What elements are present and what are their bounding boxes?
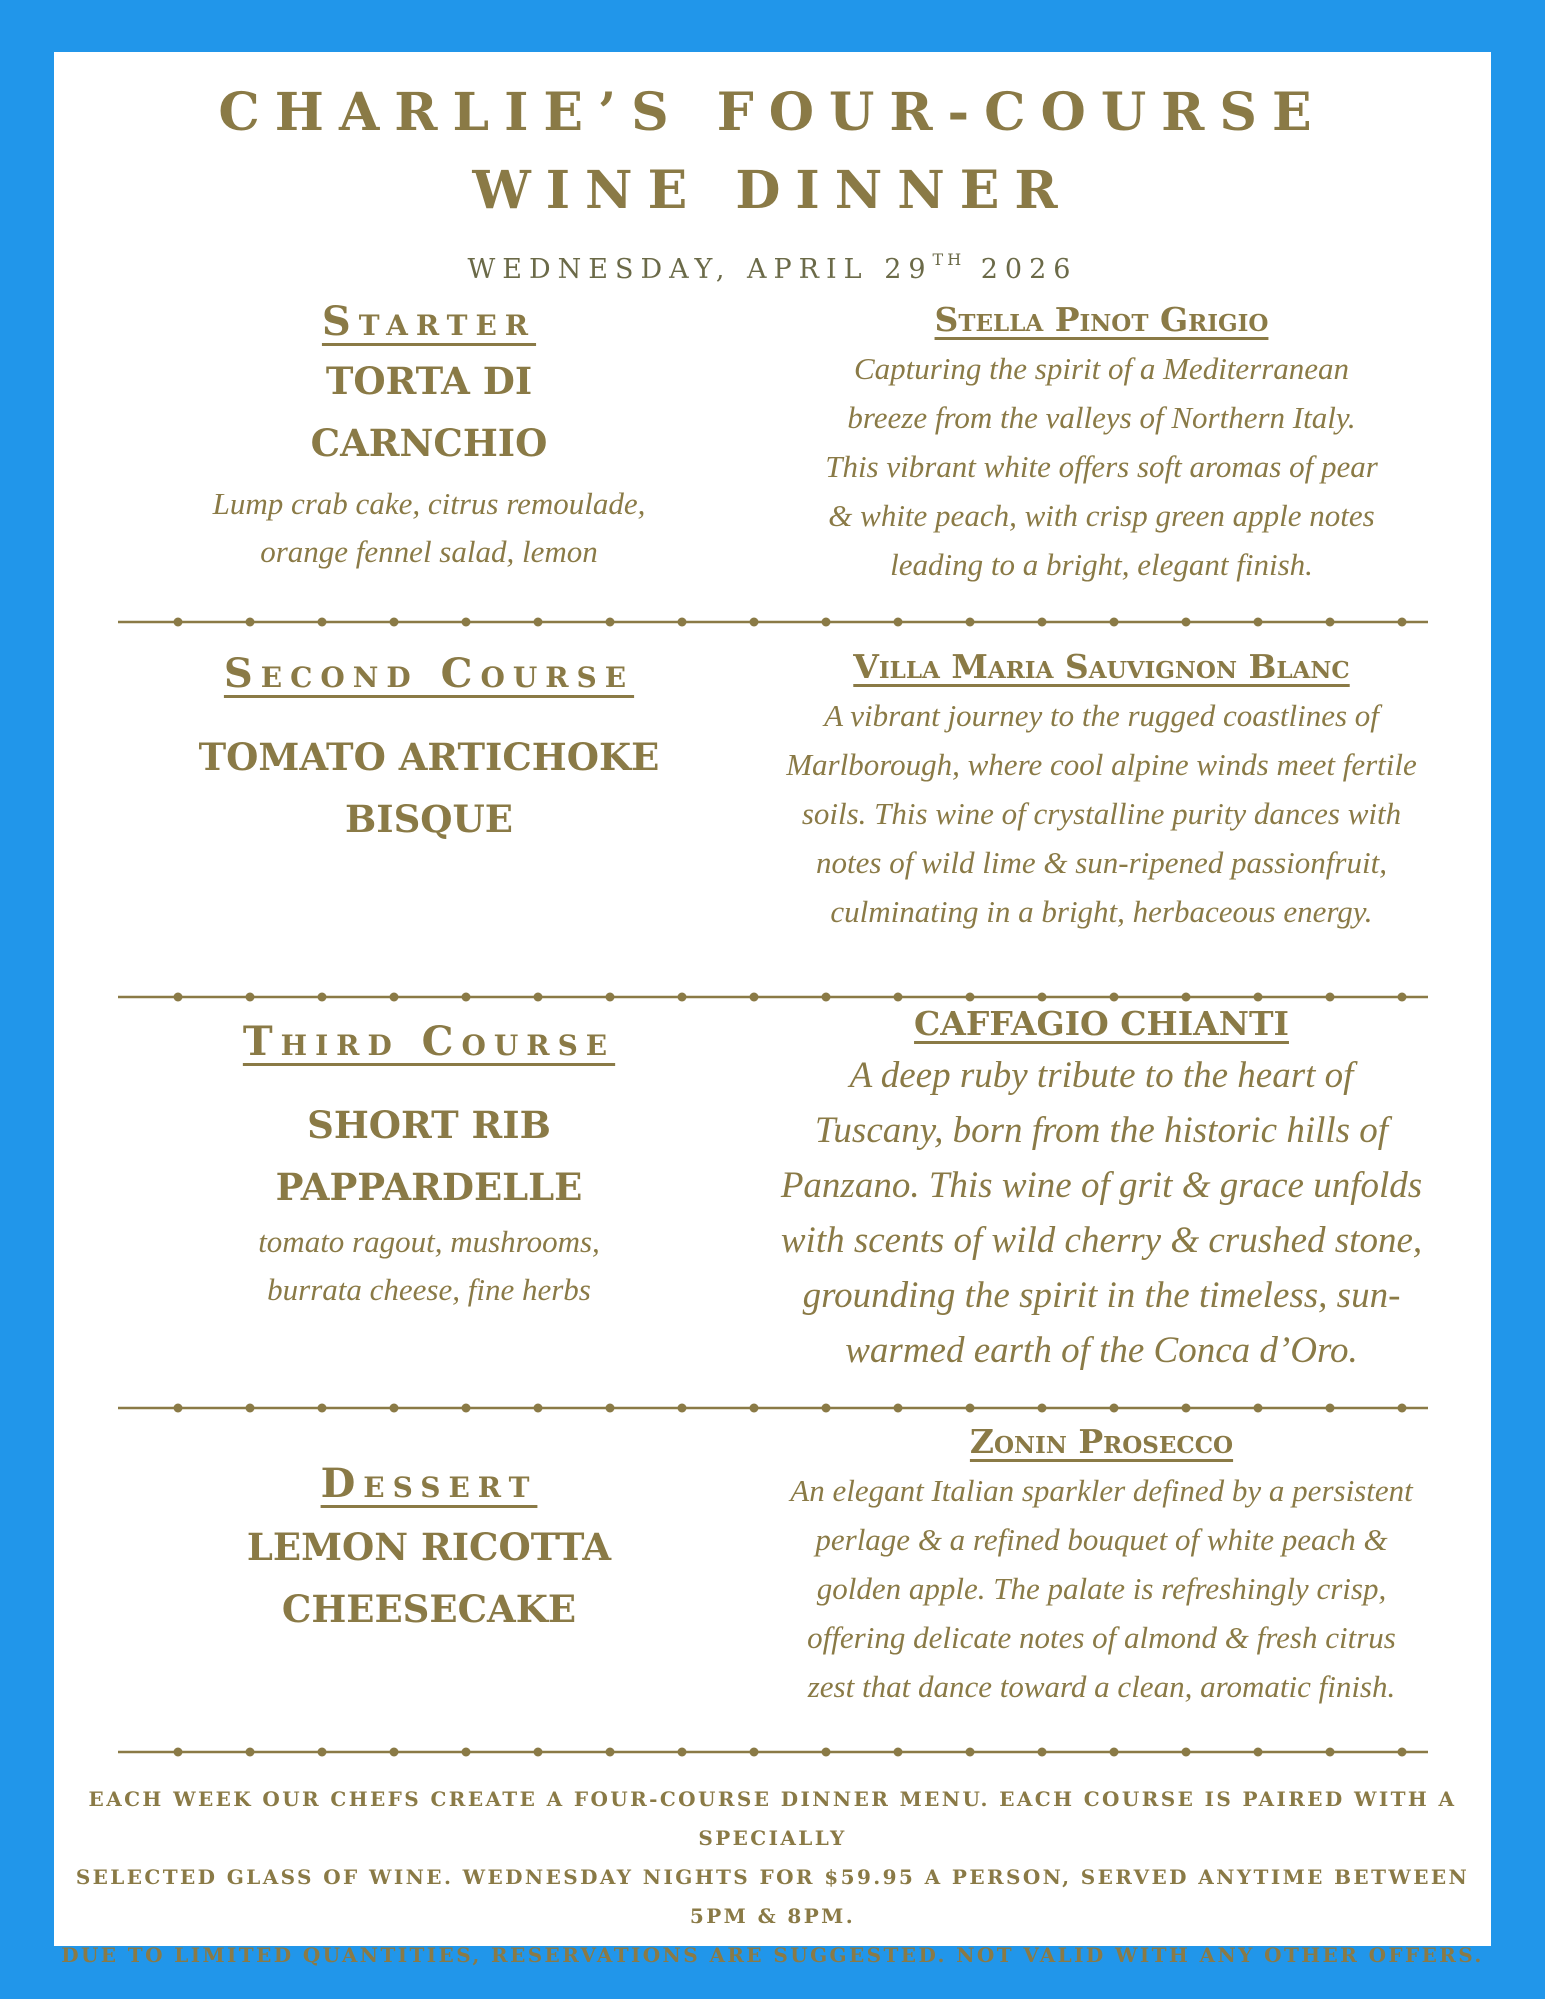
footer-line1: EACH WEEK OUR CHEFS CREATE A FOUR-COURSE DINNER MENU. EACH COURSE IS PAIRED WITH A SPECIALLY <box>88 1787 1457 1850</box>
wine-description-line: This vibrant white offers soft aromas of pear <box>825 448 1378 484</box>
divider-dot <box>318 1404 327 1413</box>
divider-dot <box>1110 618 1119 627</box>
wine-description-line: A vibrant journey to the rugged coastlines of <box>824 697 1379 733</box>
divider-dot <box>750 1748 759 1757</box>
wine-pairing-3 <box>734 1004 1469 1378</box>
divider-dot <box>246 618 255 627</box>
course-starter <box>114 300 744 576</box>
divider-dot <box>1110 1404 1119 1413</box>
course-label-third: Third Course <box>242 1018 616 1065</box>
wine-name: Stella Pinot Grigio <box>934 300 1269 339</box>
wine-name: Zonin Prosecco <box>969 1422 1234 1461</box>
divider-dot <box>1254 1404 1263 1413</box>
divider-dot <box>174 1404 183 1413</box>
divider-dot <box>1398 993 1407 1002</box>
divider-dot <box>462 993 471 1002</box>
wine-description-line: perlage & a refined bouquet of white peach & <box>815 1521 1388 1557</box>
divider-dot <box>750 1404 759 1413</box>
footer-line2: SELECTED GLASS OF WINE. WEDNESDAY NIGHTS FOR $59.95 A PERSON, SERVED ANYTIME BETWEEN 5PM & 8PM. <box>75 1865 1470 1928</box>
wine-description-line: Tuscany, born from the historic hills of <box>814 1109 1389 1151</box>
date-suffix: TH <box>932 250 966 269</box>
dotted-divider <box>118 612 1428 632</box>
divider-dot <box>174 1748 183 1757</box>
dish-name-line1: TOMATO ARTICHOKE <box>198 735 660 779</box>
divider-dot <box>534 1404 543 1413</box>
divider-dot <box>1038 993 1047 1002</box>
divider-dot <box>318 1748 327 1757</box>
dish-description-line1: Lump crab cake, citrus remoulade, <box>212 486 646 521</box>
footer-line3: DUE TO LIMITED QUANTITIES, RESERVATIONS ARE SUGGESTED. NOT VALID WITH ANY OTHER OFFERS. <box>61 1943 1484 1967</box>
divider-dot <box>678 993 687 1002</box>
divider-dot <box>318 993 327 1002</box>
divider-dot <box>1398 1404 1407 1413</box>
divider-dot <box>822 993 831 1002</box>
divider-dot <box>1326 1748 1335 1757</box>
course-third <box>114 1020 744 1314</box>
divider-dot <box>174 993 183 1002</box>
dish-description-line1: tomato ragout, mushrooms, <box>258 1224 600 1259</box>
divider-dot <box>246 993 255 1002</box>
menu-title-line2: WINE DINNER <box>472 160 1073 221</box>
divider-dot <box>1326 1404 1335 1413</box>
wine-pairing-4 <box>734 1422 1469 1711</box>
divider-dot <box>246 1748 255 1757</box>
dish-name-line1: TORTA DI <box>325 359 533 403</box>
wine-name: Villa Maria Sauvignon Blanc <box>853 647 1350 686</box>
divider-dot <box>1182 1404 1191 1413</box>
divider-dot <box>1110 993 1119 1002</box>
divider-dot <box>1254 993 1263 1002</box>
divider-dot <box>1110 1748 1119 1757</box>
divider-dot <box>1038 618 1047 627</box>
wine-description-line: culminating in a bright, herbaceous energy. <box>830 893 1373 929</box>
event-date <box>54 250 1491 285</box>
divider-dot <box>966 1404 975 1413</box>
divider-dot <box>1038 1748 1047 1757</box>
divider-dot <box>1182 618 1191 627</box>
wine-description-line: offering delicate notes of almond & fresh citrus <box>807 1619 1396 1655</box>
divider-dot <box>462 618 471 627</box>
divider-dot <box>390 1748 399 1757</box>
divider-dot <box>750 618 759 627</box>
divider-dot <box>174 618 183 627</box>
dotted-divider <box>118 1398 1428 1418</box>
menu-title-line1: CHARLIE’S FOUR-COURSE <box>218 82 1327 143</box>
divider-dot <box>1326 618 1335 627</box>
wine-description-line: An elegant Italian sparkler defined by a persistent <box>790 1472 1413 1508</box>
divider-dot <box>678 1404 687 1413</box>
dish-name-line2: CARNCHIO <box>310 421 548 465</box>
wine-description-line: A deep ruby tribute to the heart of <box>849 1054 1354 1096</box>
divider-dot <box>1254 1748 1263 1757</box>
divider-dot <box>1326 993 1335 1002</box>
course-label-second: Second Course <box>223 650 635 697</box>
wine-description-line: notes of wild lime & sun-ripened passionfruit, <box>816 844 1387 880</box>
divider-dot <box>1398 618 1407 627</box>
dish-name-line2: CHEESECAKE <box>281 1587 577 1631</box>
divider-dot <box>894 993 903 1002</box>
wine-description-line: Marlborough, where cool alpine winds meet fertile <box>786 746 1417 782</box>
dotted-divider <box>118 1742 1428 1762</box>
dish-name-line1: SHORT RIB <box>307 1103 551 1147</box>
wine-description-line: with scents of wild cherry & crushed stone, <box>780 1219 1423 1261</box>
divider-dot <box>966 1748 975 1757</box>
wine-pairing-2 <box>734 647 1469 936</box>
divider-dot <box>246 1404 255 1413</box>
wine-description-line: Panzano. This wine of grit & grace unfolds <box>780 1164 1423 1206</box>
wine-pairing-1 <box>734 300 1469 589</box>
date-main: WEDNESDAY, APRIL 29 <box>467 254 933 285</box>
divider-dot <box>390 993 399 1002</box>
divider-dot <box>462 1748 471 1757</box>
menu-page <box>54 52 1491 1967</box>
course-dessert <box>114 1462 744 1640</box>
divider-dot <box>1182 993 1191 1002</box>
divider-dot <box>534 993 543 1002</box>
divider-dot <box>678 618 687 627</box>
footer-notice <box>54 1780 1491 1975</box>
divider-dot <box>966 618 975 627</box>
divider-dot <box>390 1404 399 1413</box>
divider-dot <box>1398 1748 1407 1757</box>
wine-description-line: breeze from the valleys of Northern Italy. <box>847 399 1356 435</box>
wine-name: CAFFAGIO CHIANTI <box>914 1004 1289 1043</box>
dish-name-line1: LEMON RICOTTA <box>246 1525 612 1569</box>
divider-dot <box>1254 618 1263 627</box>
divider-dot <box>462 1404 471 1413</box>
dish-description-line2: orange fennel salad, lemon <box>260 534 598 569</box>
divider-dot <box>1038 1404 1047 1413</box>
divider-dot <box>606 993 615 1002</box>
divider-dot <box>606 1404 615 1413</box>
course-label-starter: Starter <box>321 298 537 345</box>
divider-dot <box>390 618 399 627</box>
wine-description-line: soils. This wine of crystalline purity dances with <box>801 795 1402 831</box>
divider-dot <box>894 1748 903 1757</box>
divider-dot <box>534 1748 543 1757</box>
wine-description-line: grounding the spirit in the timeless, sun- <box>802 1274 1401 1316</box>
divider-dot <box>966 993 975 1002</box>
divider-dot <box>1182 1748 1191 1757</box>
divider-dot <box>750 993 759 1002</box>
divider-dot <box>894 618 903 627</box>
dish-name-line2: PAPPARDELLE <box>275 1165 583 1209</box>
course-second <box>114 652 744 850</box>
divider-dot <box>822 1748 831 1757</box>
date-year: 2026 <box>965 254 1078 285</box>
dish-description-line2: burrata cheese, fine herbs <box>267 1272 591 1307</box>
wine-description-line: golden apple. The palate is refreshingly crisp, <box>816 1570 1387 1606</box>
divider-dot <box>822 1404 831 1413</box>
divider-dot <box>606 1748 615 1757</box>
wine-description-line: warmed earth of the Conca d’Oro. <box>845 1329 1358 1371</box>
wine-description-line: & white peach, with crisp green apple notes <box>828 497 1375 533</box>
divider-dot <box>678 1748 687 1757</box>
divider-dot <box>534 618 543 627</box>
divider-dot <box>606 618 615 627</box>
wine-description-line: zest that dance toward a clean, aromatic finish. <box>807 1668 1396 1704</box>
course-label-dessert: Dessert <box>320 1460 538 1507</box>
dish-name-line2: BISQUE <box>345 797 513 841</box>
divider-dot <box>822 618 831 627</box>
divider-dot <box>318 618 327 627</box>
divider-dot <box>894 1404 903 1413</box>
wine-description-line: leading to a bright, elegant finish. <box>890 546 1313 582</box>
wine-description-line: Capturing the spirit of a Mediterranean <box>853 350 1350 386</box>
